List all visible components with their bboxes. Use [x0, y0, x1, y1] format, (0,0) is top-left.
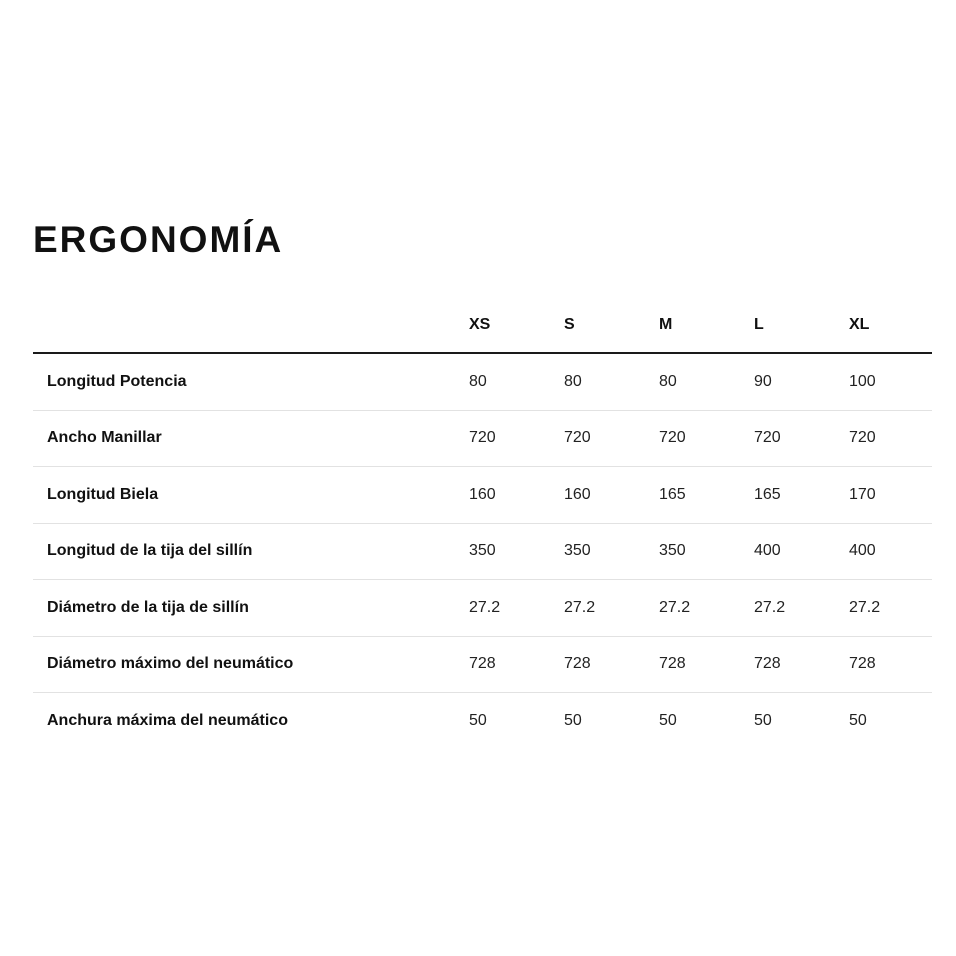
table-row: [33, 353, 932, 410]
header-empty-cell: [33, 297, 456, 353]
cell-value: 170: [836, 467, 932, 524]
size-header-xs: XS: [456, 297, 551, 353]
table-row: [33, 523, 932, 580]
size-header-m: M: [646, 297, 741, 353]
cell-value: 350: [456, 523, 551, 580]
page-title: ERGONOMÍA: [33, 219, 284, 260]
row-label: Longitud Biela: [33, 467, 456, 524]
cell-value: 50: [564, 711, 582, 729]
table-header-row: [33, 297, 932, 353]
cell-value: 728: [836, 636, 932, 693]
table-row: [33, 410, 932, 467]
cell-value: 350: [551, 523, 646, 580]
cell-value: 165: [646, 467, 741, 524]
cell-value: 165: [741, 467, 836, 524]
row-label: Longitud de la tija del sillín: [33, 523, 456, 580]
cell-value: 720: [836, 410, 932, 467]
cell-value: 80: [456, 353, 551, 410]
cell-value: 90: [741, 353, 836, 410]
cell-value: 400: [836, 523, 932, 580]
cell-value: 27.2: [456, 580, 551, 637]
row-label: Ancho Manillar: [33, 410, 456, 467]
cell-value: 27.2: [551, 580, 646, 637]
table-row: [33, 636, 932, 693]
cell-value: 80: [646, 353, 741, 410]
row-label: Diámetro de la tija de sillín: [33, 580, 456, 637]
cell-value: 728: [551, 636, 646, 693]
cell-value: 27.2: [646, 580, 741, 637]
row-label: Diámetro máximo del neumático: [33, 636, 456, 693]
cell-value: 728: [456, 636, 551, 693]
cell-value: 728: [646, 636, 741, 693]
cell-value: 160: [551, 467, 646, 524]
table-row: [33, 580, 932, 637]
cell-value: 728: [741, 636, 836, 693]
cell-value: 50: [469, 711, 487, 729]
ergonomics-table: [33, 297, 932, 749]
cell-value: 720: [456, 410, 551, 467]
size-header-s: S: [551, 297, 646, 353]
cell-value: 50: [754, 711, 772, 729]
size-header-xl: XL: [836, 297, 932, 353]
cell-value: 160: [456, 467, 551, 524]
cell-value: 80: [551, 353, 646, 410]
cell-value: 100: [836, 353, 932, 410]
table-row: [33, 693, 932, 749]
table-row: [33, 467, 932, 524]
cell-value: 400: [741, 523, 836, 580]
cell-value: 50: [849, 711, 867, 729]
cell-value: 27.2: [741, 580, 836, 637]
row-label: Longitud Potencia: [33, 353, 456, 410]
cell-value: 50: [659, 711, 677, 729]
cell-value: 27.2: [836, 580, 932, 637]
cell-value: 350: [646, 523, 741, 580]
cell-value: 720: [646, 410, 741, 467]
cell-value: 720: [551, 410, 646, 467]
cell-value: 720: [741, 410, 836, 467]
size-header-l: L: [741, 297, 836, 353]
row-label: Anchura máxima del neumático: [47, 711, 288, 729]
